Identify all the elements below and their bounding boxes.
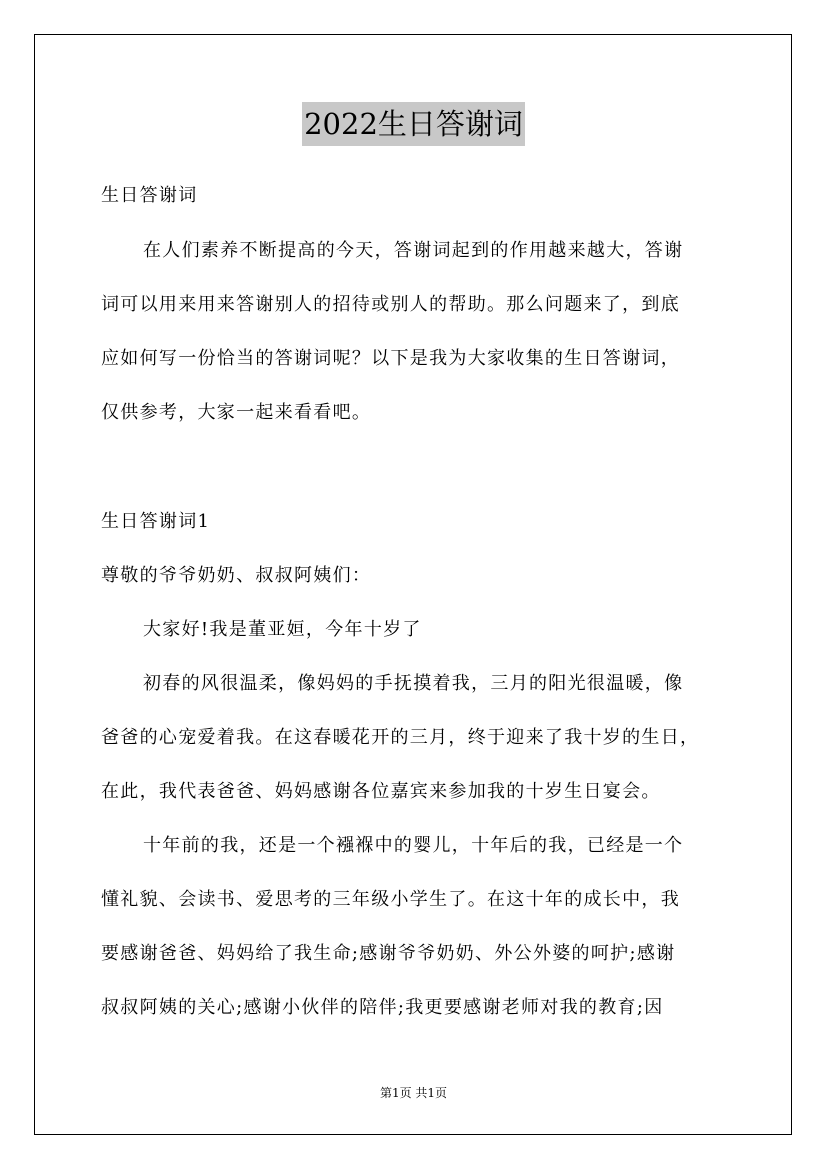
paragraph-line: 初春的风很温柔，像妈妈的手抚摸着我，三月的阳光很温暖，像 bbox=[143, 673, 684, 694]
paragraph-line: 叔叔阿姨的关心;感谢小伙伴的陪伴;我更要感谢老师对我的教育;因 bbox=[101, 997, 664, 1018]
paragraph-line: 懂礼貌、会读书、爱思考的三年级小学生了。在这十年的成长中，我 bbox=[101, 889, 680, 910]
paragraph-line: 要感谢爸爸、妈妈给了我生命;感谢爷爷奶奶、外公外婆的呵护;感谢 bbox=[101, 943, 676, 964]
intro-line: 词可以用来用来答谢别人的招待或别人的帮助。那么问题来了，到底 bbox=[101, 294, 680, 315]
salutation: 尊敬的爷爷奶奶、叔叔阿姨们： bbox=[101, 565, 372, 586]
paragraph-line: 十年前的我，还是一个襁褓中的婴儿，十年后的我，已经是一个 bbox=[143, 835, 684, 856]
page-footer: 第1页 共1页 bbox=[379, 1086, 448, 1100]
document-title: 2022生日答谢词 bbox=[302, 102, 525, 146]
intro-line: 在人们素养不断提高的今天，答谢词起到的作用越来越大，答谢 bbox=[143, 240, 684, 261]
intro-line: 应如何写一份恰当的答谢词呢？以下是我为大家收集的生日答谢词， bbox=[101, 348, 680, 369]
greeting: 大家好!我是董亚姮，今年十岁了 bbox=[143, 619, 422, 640]
paragraph-line: 在此，我代表爸爸、妈妈感谢各位嘉宾来参加我的十岁生日宴会。 bbox=[101, 781, 661, 802]
paragraph-line: 爸爸的心宠爱着我。在这春暖花开的三月，终于迎来了我十岁的生日， bbox=[101, 727, 700, 748]
section-heading: 生日答谢词1 bbox=[101, 511, 211, 532]
subtitle: 生日答谢词 bbox=[101, 185, 198, 206]
title-container bbox=[0, 102, 827, 146]
intro-line: 仅供参考，大家一起来看看吧。 bbox=[101, 402, 372, 423]
